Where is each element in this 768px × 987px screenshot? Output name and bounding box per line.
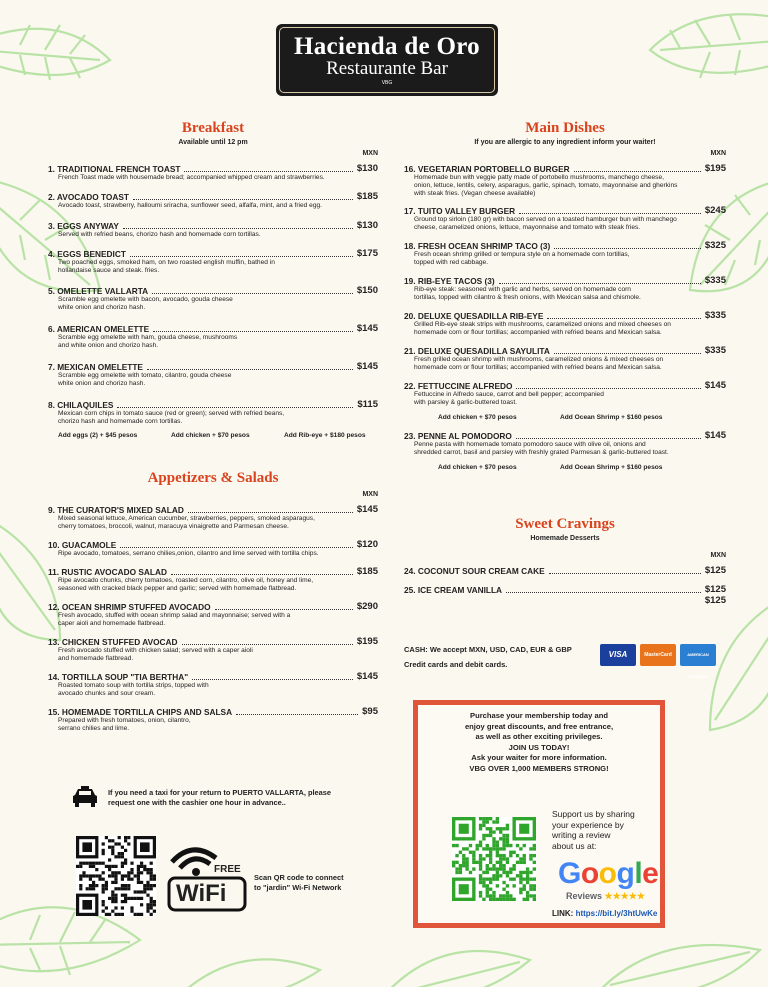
promo-text: Purchase your membership today and enjoy great discounts, and free entrance, as well as other exciting privileges. JOIN US TODAY! Ask your waiter for more information. VBG OVER 1,000 MEMBERS STRONG!: [464, 711, 614, 773]
item-price: $245: [704, 205, 726, 216]
list-item: [48, 539, 378, 558]
dot-leader: [153, 331, 353, 332]
google-letter: G: [558, 857, 581, 890]
list-item: [48, 361, 378, 388]
visa-card-icon: VISA: [600, 644, 636, 666]
dot-leader: [130, 256, 353, 257]
list-item: [48, 220, 378, 239]
item-description: Fresh ocean shrimp grilled or tempura style on a homemade corn tortillas, topped with red cabbage.: [414, 251, 630, 266]
item-price: $125: [704, 565, 726, 576]
logo-mark: VBG: [381, 80, 393, 86]
appetizers-section: [48, 470, 378, 733]
item-description: French Toast made with housemade bread; accompanied whipped cream and strawberries.: [58, 174, 325, 181]
dot-leader: [171, 574, 353, 575]
addon-option: Add chicken + $70 pesos: [438, 464, 517, 471]
currency-label: MXN: [710, 150, 726, 157]
item-name: 20. DELUXE QUESADILLA RIB-EYE: [404, 311, 544, 321]
google-letter: o: [598, 857, 617, 890]
dot-leader: [182, 644, 353, 645]
membership-promo: [413, 700, 665, 928]
item-description: Rib-eye steak: seasoned with garlic and herbs, served on homemade corn tortillas, topped with cilantro & fresh onions, with Mexican salsa and chismole.: [414, 286, 641, 301]
google-logo-icon: [558, 857, 658, 891]
item-description: Penne pasta with homemade tomato pomodoro sauce with olive oil, onions and shredded carrot, basil and parsley with freshly grated Parmesan & garlic-buttered toast.: [414, 441, 669, 456]
list-item: [404, 380, 726, 421]
item-price: $325: [704, 240, 726, 251]
item-price: $335: [704, 345, 726, 356]
item-description: Avocado toast, strawberry, halloumi sriracha, sunflower seed, alfalfa, mint, and a fried egg.: [58, 202, 323, 209]
addon-option: Add Ocean Shrimp + $160 pesos: [560, 414, 663, 421]
item-price: $95: [362, 706, 378, 717]
item-description: Ripe avocado chunks, cherry tomatoes, roasted corn, cilantro, olive oil, honey and lime, seasoned with cracked black pepper and garlic; served with homemade flatbread.: [58, 577, 314, 592]
item-description: Fresh avocado, stuffed with ocean shrimp salad and mayonnaise; served with a caper aioli and homemade flatbread.: [58, 612, 291, 627]
taxi-line: If you need a taxi for your return to PUERTO VALLARTA, please: [108, 788, 331, 797]
list-item: [48, 636, 378, 663]
item-name: 21. DELUXE QUESADILLA SAYULITA: [404, 346, 550, 356]
breakfast-section: [48, 120, 378, 439]
cash-info: CASH: We accept MXN, USD, CAD, EUR & GBP: [404, 645, 572, 654]
logo-name: Hacienda de Oro: [294, 33, 480, 60]
addon-option: Add chicken + $70 pesos: [438, 414, 517, 421]
addon-eggs: Add eggs (2) + $45 pesos: [58, 432, 138, 439]
item-name: 17. TUITO VALLEY BURGER: [404, 206, 516, 216]
list-item: [48, 163, 378, 182]
leaf-icon-top-left: [0, 25, 110, 80]
addon-ribeye: Add Rib-eye + $180 pesos: [284, 432, 366, 439]
main-title: Main Dishes: [525, 120, 605, 136]
item-name: 12. OCEAN SHRIMP STUFFED AVOCADO: [48, 602, 211, 612]
sweet-subtitle: Homemade Desserts: [530, 535, 600, 542]
review-link: [552, 909, 657, 918]
list-item: [404, 565, 726, 576]
list-item: [48, 566, 378, 593]
item-price: $145: [356, 504, 378, 515]
wifi-word: WiFi: [176, 880, 227, 907]
restaurant-logo: [276, 24, 498, 96]
sweet-title: Sweet Cravings: [515, 516, 615, 532]
breakfast-list: [48, 163, 378, 426]
list-item: [404, 584, 726, 606]
dot-leader: [554, 353, 701, 354]
item-name: 9. THE CURATOR'S MIXED SALAD: [48, 505, 184, 515]
google-letter: o: [580, 857, 599, 890]
item-price: $130: [356, 163, 378, 174]
google-letter: g: [616, 857, 635, 890]
list-item: [404, 275, 726, 302]
item-description: Scramble egg omelette with tomato, cilantro, gouda cheese white onion and chorizo hash.: [58, 372, 232, 387]
item-name: 2. AVOCADO TOAST: [48, 192, 129, 202]
dot-leader: [499, 283, 701, 284]
list-item: [48, 671, 378, 698]
star-rating-icon: ★★★★★: [604, 891, 645, 901]
addon-option: Add Ocean Shrimp + $160 pesos: [560, 464, 663, 471]
item-price: $130: [356, 220, 378, 231]
review-url-link[interactable]: https://bit.ly/3htUwKe: [575, 909, 658, 918]
wifi-info: [254, 873, 344, 893]
list-item: [404, 345, 726, 372]
list-item: [404, 430, 726, 471]
list-item: [48, 601, 378, 628]
item-name: 1. TRADITIONAL FRENCH TOAST: [48, 164, 181, 174]
sweet-section: [404, 516, 726, 606]
item-addons: [404, 464, 726, 471]
logo-tagline: Restaurante Bar: [326, 58, 448, 79]
item-name: 23. PENNE AL POMODORO: [404, 431, 512, 441]
wifi-free-label: FREE: [214, 864, 241, 875]
dot-leader: [120, 547, 353, 548]
google-reviews: [566, 891, 645, 902]
dot-leader: [133, 199, 353, 200]
taxi-line: request one with the cashier one hour in advance..: [108, 798, 286, 807]
list-item: [48, 504, 378, 531]
item-name: 6. AMERICAN OMELETTE: [48, 324, 150, 334]
item-price: $335: [704, 310, 726, 321]
list-item: [48, 191, 378, 210]
list-item: [404, 205, 726, 232]
item-price-secondary: $125: [704, 595, 726, 606]
item-addons: [404, 414, 726, 421]
item-description: Mexican corn chips in tomato sauce (red or green); served with refried beans, chorizo hash and homemade corn tortillas.: [58, 410, 285, 425]
list-item: [48, 323, 378, 350]
item-name: 24. COCONUT SOUR CREAM CAKE: [404, 566, 545, 576]
item-description: Fresh avocado stuffed with chicken salad; served with a caper aioli and homemade flatbread.: [58, 647, 253, 662]
dot-leader: [117, 407, 353, 408]
reviews-label: Reviews: [566, 891, 603, 901]
dot-leader: [547, 318, 700, 319]
taxi-icon: [72, 786, 98, 808]
review-qr-code[interactable]: [452, 817, 536, 901]
item-price: $185: [356, 191, 378, 202]
google-letter: e: [642, 857, 659, 890]
item-name: 8. CHILAQUILES: [48, 400, 114, 410]
item-description: Two poached eggs, smoked ham, on two roasted english muffin, bathed in hollandaise sauce and steak. fries.: [58, 259, 275, 274]
main-list: [404, 163, 726, 471]
dot-leader: [152, 293, 353, 294]
list-item: [404, 310, 726, 337]
item-name: 13. CHICKEN STUFFED AVOCAD: [48, 637, 178, 647]
item-name: 5. OMELETTE VALLARTA: [48, 286, 149, 296]
list-item: [404, 240, 726, 267]
item-name: 25. ICE CREAM VANILLA: [404, 585, 503, 595]
amex-card-icon: AMERICAN EXPRESS: [680, 644, 716, 666]
item-price: $115: [357, 399, 378, 410]
item-price: $335: [704, 275, 726, 286]
item-description: Served with refried beans, chorizo hash and homemade corn tortillas.: [58, 231, 261, 238]
wifi-line: Scan QR code to connect: [254, 873, 344, 882]
appetizers-title: Appetizers & Salads: [147, 470, 279, 486]
item-name: 19. RIB-EYE TACOS (3): [404, 276, 495, 286]
item-name: 14. TORTILLA SOUP "TIA BERTHA": [48, 672, 189, 682]
appetizers-list: [48, 504, 378, 733]
item-description: Roasted tomato soup with tortilla strips, topped with avocado chunks and sour cream.: [58, 682, 209, 697]
item-name: 16. VEGETARIAN PORTOBELLO BURGER: [404, 164, 570, 174]
currency-label: MXN: [362, 150, 378, 157]
breakfast-subtitle: Available until 12 pm: [178, 139, 248, 146]
wifi-line: to "jardin" Wi-Fi Network: [254, 883, 342, 892]
item-price: $195: [356, 636, 378, 647]
item-description: Grilled Rib-eye steak strips with mushrooms, caramelized onions and mixed cheeses on homemade corn or flour tortillas; accompanied with refried beans and Mexican salsa.: [414, 321, 671, 336]
dot-leader: [516, 438, 701, 439]
item-price: $145: [356, 323, 378, 334]
taxi-info: [108, 788, 331, 808]
item-price: $145: [356, 361, 378, 372]
item-name: 4. EGGS BENEDICT: [48, 249, 126, 259]
list-item: [48, 285, 378, 312]
dot-leader: [184, 171, 352, 172]
item-description: Scramble egg omelette with bacon, avocado, gouda cheese white onion and chorizo hash.: [58, 296, 233, 311]
item-name: 15. HOMEMADE TORTILLA CHIPS AND SALSA: [48, 707, 233, 717]
currency-label: MXN: [362, 491, 378, 498]
item-description: Prepared with fresh tomatoes, onion, cilantro, serrano chilies and lime.: [58, 717, 191, 732]
item-name: 3. EGGS ANYWAY: [48, 221, 119, 231]
item-price: $125: [704, 584, 726, 595]
dot-leader: [519, 213, 701, 214]
item-description: Fresh grilled ocean shrimp with mushrooms, caramelized onions & mixed cheeses on homemade corn or flour tortillas; accompanied with refried beans and Mexican salsa.: [414, 356, 664, 371]
dot-leader: [516, 388, 700, 389]
item-price: $120: [356, 539, 378, 550]
dot-leader: [192, 679, 353, 680]
dot-leader: [554, 248, 701, 249]
item-price: $175: [356, 248, 378, 259]
dot-leader: [236, 714, 358, 715]
link-label: LINK:: [552, 909, 574, 918]
review-text: Support us by sharing your experience by writing a review about us at:: [552, 809, 635, 851]
item-price: $145: [704, 380, 726, 391]
dot-leader: [215, 609, 353, 610]
dot-leader: [147, 369, 353, 370]
currency-label: MXN: [710, 552, 726, 559]
wifi-qr-code[interactable]: [76, 836, 156, 916]
item-price: $145: [356, 671, 378, 682]
item-name: 18. FRESH OCEAN SHRIMP TACO (3): [404, 241, 551, 251]
mastercard-icon: MasterCard: [640, 644, 676, 666]
dot-leader: [188, 512, 353, 513]
item-name: 10. GUACAMOLE: [48, 540, 117, 550]
main-section: [404, 120, 726, 471]
item-name: 11. RUSTIC AVOCADO SALAD: [48, 567, 167, 577]
item-price: $195: [704, 163, 726, 174]
item-price: $150: [356, 285, 378, 296]
item-price: $185: [356, 566, 378, 577]
cards-info: Credit cards and debit cards.: [404, 660, 508, 669]
dot-leader: [123, 228, 353, 229]
breakfast-title: Breakfast: [181, 120, 245, 136]
item-description: Homemade bun with veggie patty made of portobello mushrooms, manchego cheese, onion, lettuce, lentils, celery, asparagus, garlic, spinach, tomato, mayonnaise and gherkins with steak fries. (Vegan cheese available): [414, 174, 678, 197]
leaf-icon-top-right: [650, 14, 768, 78]
addon-chicken: Add chicken + $70 pesos: [171, 432, 250, 439]
item-description: Scramble egg omelette with ham, gouda cheese, mushrooms and white onion and chorizo hash.: [58, 334, 238, 349]
main-subtitle: If you are allergic to any ingredient inform your waiter!: [474, 139, 656, 146]
item-name: 22. FETTUCCINE ALFREDO: [404, 381, 513, 391]
item-description: Mixed seasonal lettuce, American cucumber, strawberries, peppers, smoked asparagus, cherry tomatoes, broccoli, walnut, maracuya vinaigrette and Parmesan cheese.: [58, 515, 315, 530]
item-name: 7. MEXICAN OMELETTE: [48, 362, 143, 372]
list-item: [404, 163, 726, 198]
breakfast-addons: [48, 432, 378, 439]
list-item: [48, 706, 378, 733]
dot-leader: [574, 171, 701, 172]
item-description: Ground top sirloin (180 gr) with bacon served on a toasted hamburger bun with manchego cheese, caramelized onions, lettuce, mayonnaise and tomato with steak fries.: [414, 216, 677, 231]
google-letter: l: [634, 857, 643, 890]
item-description: Fettuccine in Alfredo sauce, carrot and bell pepper; accompanied with parsley & garlic-buttered toast.: [414, 391, 604, 406]
list-item: [48, 399, 378, 426]
item-description: Ripe avocado, tomatoes, serrano chilies,onion, cilantro and lime served with tortilla chips.: [58, 550, 319, 557]
item-price: $145: [704, 430, 726, 441]
free-wifi-badge: [166, 838, 248, 912]
item-price: $290: [356, 601, 378, 612]
list-item: [48, 248, 378, 275]
